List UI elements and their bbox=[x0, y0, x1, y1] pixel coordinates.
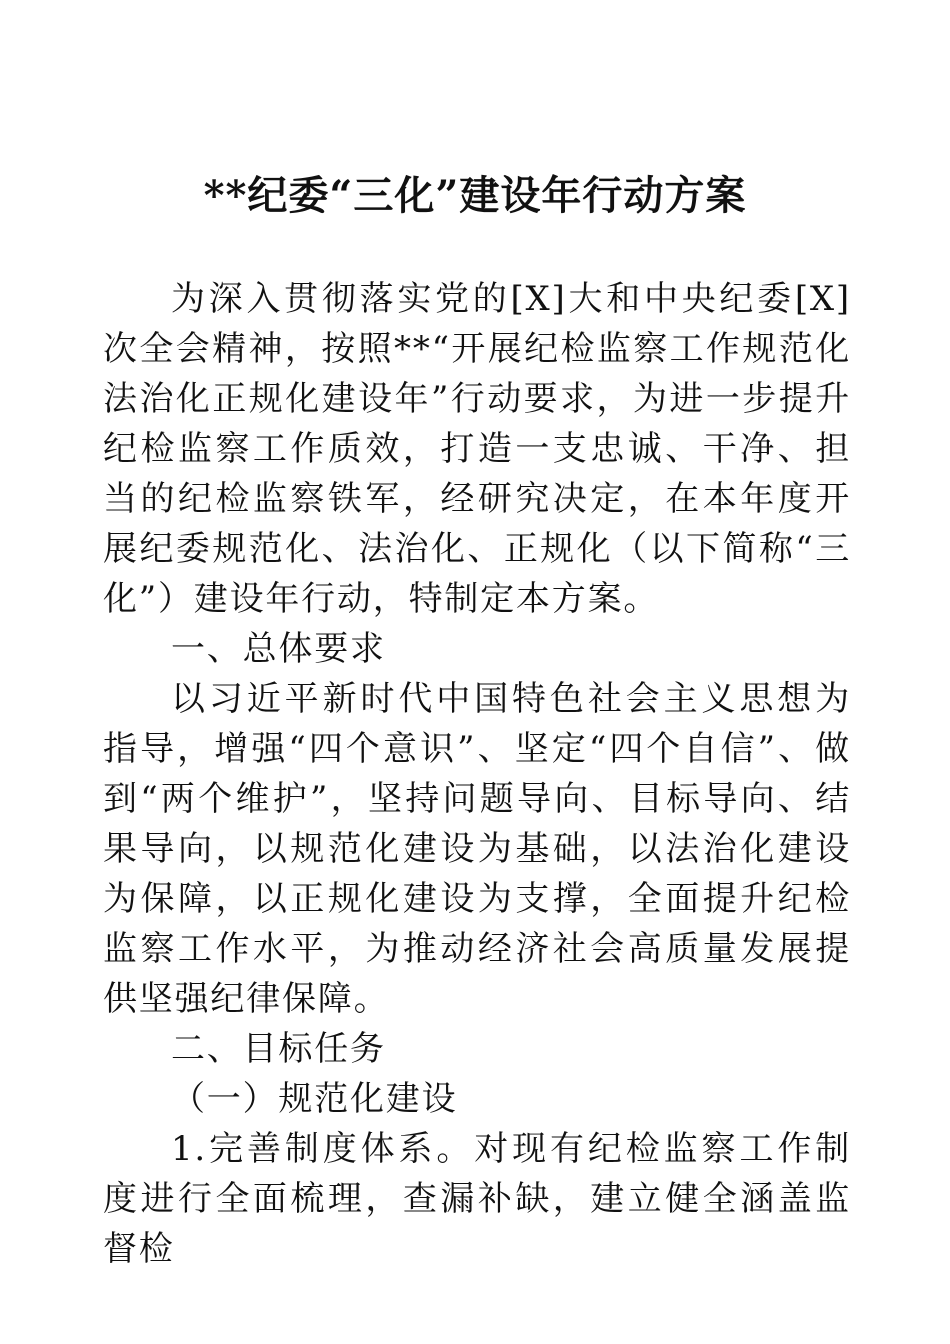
document-title: **纪委“三化”建设年行动方案 bbox=[203, 172, 747, 219]
intro-paragraph: 为深入贯彻落实党的[X]大和中央纪委[X]次全会精神，按照**“开展纪检监察工作规范化法治化正规化建设年”行动要求，为进一步提升纪检监察工作质效，打造一支忠诚、干净、担当的纪检监察铁军，经研究决定，在本年度开展纪委规范化、法治化、正规化（以下简称“三化”）建设年行动，特制定本方案。 bbox=[103, 279, 851, 619]
document-body bbox=[103, 274, 851, 1274]
section-heading-general-requirements: 一、总体要求 bbox=[171, 629, 386, 669]
general-requirements-paragraph: 以习近平新时代中国特色社会主义思想为指导，增强“四个意识”、坚定“四个自信”、做到“两个维护”，坚持问题导向、目标导向、结果导向，以规范化建设为基础，以法治化建设为保障，以正规化建设为支撑，全面提升纪检监察工作水平，为推动经济社会高质量发展提供坚强纪律保障。 bbox=[103, 679, 851, 1019]
subsection-heading-standardization: （一）规范化建设 bbox=[171, 1079, 458, 1119]
section-heading-goals-tasks: 二、目标任务 bbox=[171, 1029, 386, 1069]
item-improve-system-paragraph: 1.完善制度体系。对现有纪检监察工作制度进行全面梳理，查漏补缺，建立健全涵盖监督检 bbox=[103, 1129, 851, 1269]
